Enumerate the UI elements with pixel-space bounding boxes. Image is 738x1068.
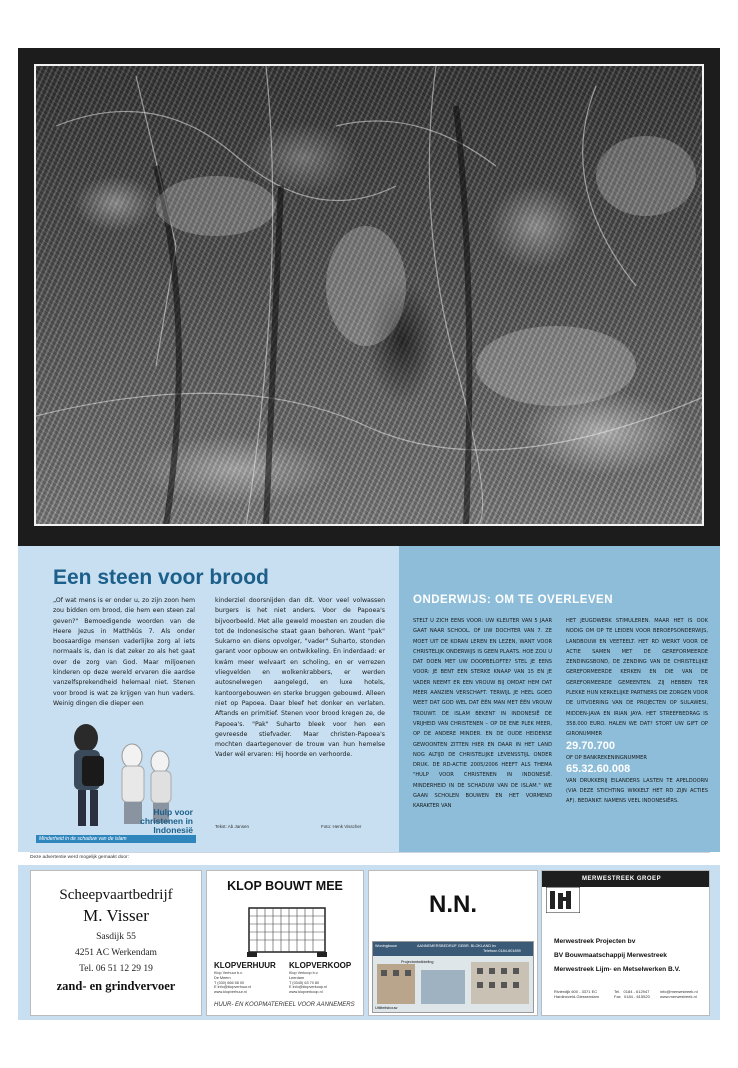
fence-icon xyxy=(247,904,327,959)
blokland-name: AANNEMERSBEDRIJF GEBR. BLOKLAND bv xyxy=(417,944,497,948)
merwestreek-phone: Tel. 0184 - 612947 Fax 0184 - 615520 xyxy=(614,989,650,999)
headline: Een steen voor brood xyxy=(53,566,269,589)
jungle-texture xyxy=(36,66,704,526)
photo-credit: Foto: Henk Visscher xyxy=(321,824,362,829)
sidebar-closing: VAN DRUKKERIJ EILANDERS LASTEN TE APELDOORN (VIA DEZE STICHTING WIKKELT HET RD ZIJN ACTIES AF). BEDANKT. NAMENS VEEL INDONESIËRS. xyxy=(566,777,708,805)
blokland-utiliteitsbouw: Utiliteitsbouw xyxy=(375,1006,398,1010)
sidebar-column-2 xyxy=(566,616,708,807)
text-credit: Tekst: Ab Jansen xyxy=(215,824,250,829)
article-main xyxy=(18,546,399,852)
merwestreek-logo-icon xyxy=(546,879,580,913)
giro-number: 29.70.700 xyxy=(566,739,615,752)
merwestreek-line-1: Merwestreek Projecten bv xyxy=(554,938,636,945)
ad-klop[interactable] xyxy=(206,870,364,1016)
blokland-projectontwikkeling: Projectontwikkeling xyxy=(401,960,434,964)
sidebar-column-2-text: HET JEUGDWERK STIMULEREN. MAAR HET IS OOK NODIG OM OP TE LEIDEN VOOR BEROEPSONDERWIJS, LANDBOUW EN VEETEELT. HET RD WERKT VOOR DE ACTIE SAMEN MET DE GEREFORMEERDE ZENDINGSBOND, DE ZENDING VAN DE CHRISTELIJKE GEREFORMEERDE KERKEN EN DIE VAN DE GEREFORMEERDE GEMEENTEN. ZIJ HEBBEN TER PLEKKE HUN KERKELIJKE PARTNERS DIE ZORGEN VOOR DE UITVOERING VAN DE PROJECTEN OP SULAWESI, MIDDEN-JAVA EN IRIAN JAYA. HET STREEFBEDRAG IS 358.000 EURO. HALEN WE DAT? STORT UW GIFT OP GIRONUMMER xyxy=(566,618,708,738)
klop-verhuur-brand: KLOPVERHUUR xyxy=(214,961,276,970)
blokland-woningbouw: Woningbouw xyxy=(375,944,397,948)
visser-city: 4251 AC Werkendam xyxy=(75,948,157,958)
merwestreek-address: Rivierdijk 600 - 3371 EC Hardinxveld-Giessendam xyxy=(554,989,599,999)
merwestreek-line-3: Merwestreek Lijm- en Metselwerken B.V. xyxy=(554,966,681,973)
klop-title: KLOP BOUWT MEE xyxy=(227,879,343,893)
merwestreek-banner: MERWESTREEK GROEP xyxy=(542,871,710,887)
sidebar-title: ONDERWIJS: OM TE OVERLEVEN xyxy=(413,594,614,606)
klop-verkoop-brand: KLOPVERKOOP xyxy=(289,961,352,970)
visser-tagline: zand- en grindvervoer xyxy=(56,979,176,993)
ad-visser[interactable] xyxy=(30,870,202,1016)
visser-name: M. Visser xyxy=(83,906,149,925)
photo-frame xyxy=(18,48,720,546)
klop-verkoop-contact: Klop Verkoop b.v. Leerdam T (0345) 63 70 80 E info@klopverkoop.nl www.klopverkoop.nl xyxy=(289,971,328,995)
blokland-ad-image xyxy=(372,941,534,1013)
article-column-2: kinderziel doorsnijden dan dit. Voor veel volwassen burgers is het niet anders. Voor de Papoea's bijvoorbeeld. Met alle geweld moesten en zouden die tot de Indonesische staat gaan behoren. Want "pak" Sukarno en diens opvolger, "vader" Suharto, stonden garant voor opbouw en ontwikkeling. En inderdaad: er kwám meer welvaart en scholing, en er verrezen vliegvelden en wolkenkrabbers, er werden autosnelwegen aangelegd, en luxe hotels, kantoorgebouwen en sterke bruggen gebouwd. Alleen niet op Papoea. Daar bleef het donker en verlaten. Aftands en primitief. Stenen voor brood kregen ze, de Papoea's. "Pak" Suharto bleek voor hen een gevreesde stiefvader. Maar christen-Papoea's mochten daartegenover de trouw van hun hemelse Vader wél ervaren: Hij hoorde en verhoorde. xyxy=(215,597,385,759)
campaign-subtitle: Minderheid in de schaduw van de islam xyxy=(36,835,196,843)
merwestreek-line-2: BV Bouwmaatschappij Merwestreek xyxy=(554,952,667,959)
visser-phone: Tel. 06 51 12 29 19 xyxy=(79,964,153,974)
sidebar-panel xyxy=(399,546,720,852)
ad-nn[interactable] xyxy=(368,870,538,1016)
nn-title: N.N. xyxy=(429,891,477,918)
jungle-photo xyxy=(34,64,704,526)
merwestreek-web: info@merwestreek.nl www.merwestreek.nl xyxy=(660,989,698,999)
sidebar-column-1: STELT U ZICH EENS VOOR: UW KLEUTER VAN 5 JAAR GAAT NAAR SCHOOL. OF UW DOCHTER VAN 7. ZE MOET UIT DE KORAN LEREN EN LEZEN, WANT VOOR CHRISTELIJK ONDERWIJS IS GEEN PLAATS. HOE ZOU U DAT DOEN MET UW DOOPBELOFTE? STEL JE EENS VOOR: JE BENT EEN STERKE KNAAP VAN 15 EN JE VADER NEEMT ER EEN VROUW BIJ OMDAT HEM DAT MEER AANZIEN VERSCHAFT. TERWIJL JE HEEL GOED WEET DAT GOD WEL DAT ÉÉN MAN MET ÉÉN VROUW TROUWT. DE ISLAM BEKENT IN INDONESIË DE VRIJHEID VAN CHRISTENEN – OP DE ENE PLEK MEER, OP DE ANDERE MINDER. EN DE OUDE HEIDENSE GEWOONTEN ZITTEN HIER EN DAAR IN HET LAND NOG ALTIJD DE CHRISTELIJKE LEVENSSTIJL ONDER DRUK. DE RD-ACTIE 2005/2006 HEEFT ALS THEMA "HULP VOOR CHRISTENEN IN INDONESIË. MINDERHEID IN DE SCHADUW VAN DE ISLAM." WE GAAN SCHOLEN BOUWEN EN HET VORMEND KARAKTER VAN xyxy=(413,618,552,810)
article-column-1: „Of wat mens is er onder u, zo zijn zoon hem zou bidden om brood, die hem een steen zal geven?" Bemoedigende woorden van de Heere Jezus in Matthëüs 7. Als onder boosaardige mensen vaderlijke zorg al iets normaals is, dan is dat zeker zo als het gaat over de zorg van God. Maar miljoenen kinderen op deze wereld ervaren die aardse vanzelfsprekendheid helemaal niet. Stenen voor brood is wat ze krijgen van hun vaders. Weinig dingen die dieper een xyxy=(53,597,195,707)
ads-band xyxy=(18,865,720,1020)
klop-verhuur-contact: Klop Verhuur b.v. De Meern T (030) 666 58 00 E info@klopverhuur.nl www.klopverhuur.nl xyxy=(214,971,252,995)
bank-number: 65.32.60.008 xyxy=(566,762,631,775)
klop-footer: HUUR- EN KOOPMATERIEEL VOOR AANNEMERS xyxy=(214,1002,355,1008)
blokland-phone: Telefoon 0184-601899 xyxy=(483,949,521,953)
ad-merwestreek[interactable] xyxy=(541,870,710,1016)
bank-label: OF OP BANKREKENINGNUMMER xyxy=(566,754,647,761)
article-section xyxy=(18,546,720,852)
campaign-title: Hulp voor christenen in Indonesië xyxy=(140,807,193,835)
visser-company: Scheepvaartbedrijf xyxy=(59,887,173,903)
ad-note: Deze advertentie werd mogelijk gemaakt door: xyxy=(30,855,129,860)
visser-street: Sasdijk 55 xyxy=(96,932,136,942)
divider xyxy=(30,852,710,853)
